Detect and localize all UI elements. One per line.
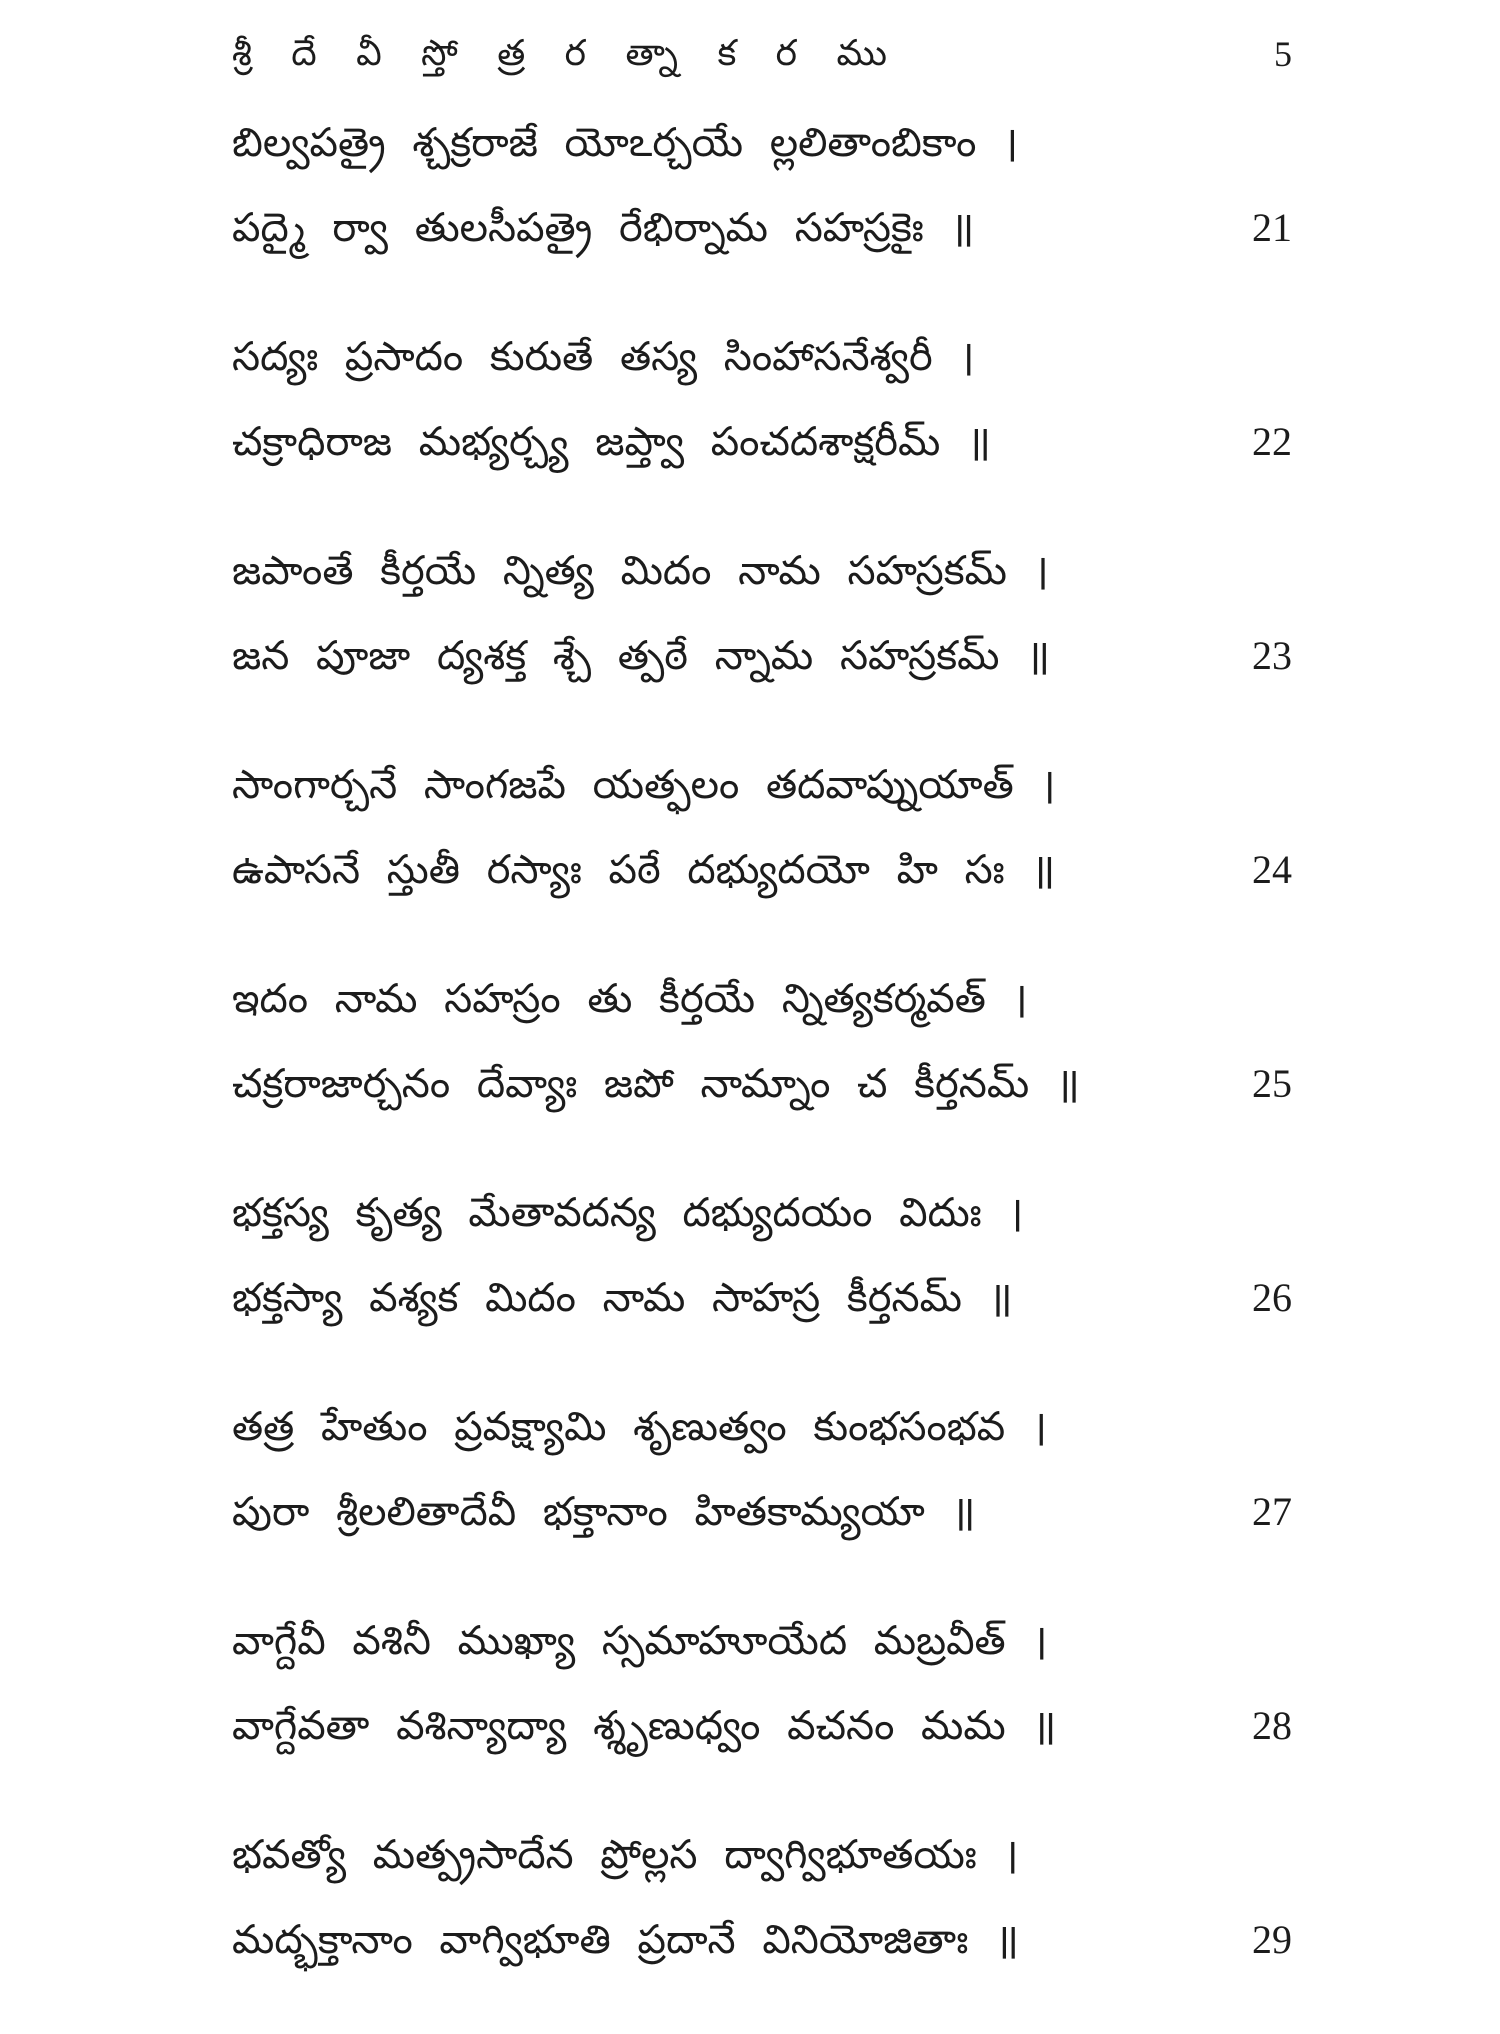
verse-number: 23 (1252, 633, 1292, 678)
verse-line: సద్యః ప్రసాదం కురుతే తస్య సింహాసనేశ్వరీ । (232, 334, 975, 380)
verse-line: చక్రరాజార్చనం దేవ్యాః జపో నామ్నాం చ కీర్తనమ్ ॥ (232, 1061, 1080, 1107)
verse-number: 26 (1252, 1275, 1292, 1320)
verse-number: 24 (1252, 847, 1292, 892)
verse-28 (232, 1606, 1292, 1820)
verse-line: ఉపాసనే స్తుతీ రస్యాః పఠే దభ్యుదయో హి సః ॥ (232, 847, 1056, 893)
verse-line: భవత్యో మత్ప్రసాదేన ప్రోల్లస ద్వాగ్విభూతయః । (232, 1832, 1019, 1878)
verse-21 (232, 108, 1292, 322)
book-title: శ్రీ దే వీ స్తో త్ర ర త్నా క ర ము (232, 33, 902, 74)
verse-line: బిల్వపత్రై శ్చక్రరాజే యోఽర్చయే ల్లలితాంబికాం । (232, 120, 1019, 166)
verse-23 (232, 536, 1292, 750)
verse-number: 25 (1252, 1061, 1292, 1106)
verse-25 (232, 964, 1292, 1178)
verse-number: 27 (1252, 1489, 1292, 1534)
verse-27 (232, 1392, 1292, 1606)
verse-line: మద్భక్తానాం వాగ్విభూతి ప్రదానే వినియోజితాః ॥ (232, 1917, 1020, 1963)
verse-line: సాంగార్చనే సాంగజపే యత్ఫలం తదవాప్నుయాత్ । (232, 762, 1056, 808)
verse-line: భక్తస్యా వశ్యక మిదం నామ సాహస్ర కీర్తనమ్ ॥ (232, 1275, 1013, 1321)
verse-line: జన పూజా ద్యశక్త శ్చే త్పఠే న్నామ సహస్రకమ్ ॥ (232, 633, 1051, 679)
verse-number: 22 (1252, 419, 1292, 464)
verse-line: తత్ర హేతుం ప్రవక్ష్యామి శృణుత్వం కుంభసంభవ । (232, 1404, 1048, 1450)
verse-number: 29 (1252, 1917, 1292, 1962)
verse-26 (232, 1178, 1292, 1392)
verse-number: 28 (1252, 1703, 1292, 1748)
verse-line: భక్తస్య కృత్య మేతావదన్య దభ్యుదయం విదుః । (232, 1190, 1024, 1236)
verse-line: ఇదం నామ సహస్రం తు కీర్తయే న్నిత్యకర్మవత్ । (232, 976, 1028, 1022)
verse-number: 21 (1252, 205, 1292, 250)
verse-29 (232, 1820, 1292, 2034)
verse-line: వాగ్దేవీ వశినీ ముఖ్యా స్సమాహూయేద మబ్రవీత్ । (232, 1618, 1048, 1664)
verse-line: వాగ్దేవతా వశిన్యాద్యా శ్శృణుధ్వం వచనం మమ ॥ (232, 1703, 1057, 1749)
verse-22 (232, 322, 1292, 536)
verse-line: పద్మై ర్వా తులసీపత్రై రేభిర్నామ సహస్రకైః ॥ (232, 205, 975, 251)
page-number: 5 (1274, 34, 1292, 74)
verse-line: చక్రాధిరాజ మభ్యర్చ్య జప్త్వా పంచదశాక్షరీమ్ ॥ (232, 419, 991, 465)
running-header (232, 26, 1292, 82)
verse-list (232, 108, 1292, 2034)
verse-line: జపాంతే కీర్తయే న్నిత్య మిదం నామ సహస్రకమ్ । (232, 548, 1049, 594)
verse-line: పురా శ్రీలలితాదేవీ భక్తానాం హితకామ్యయా ॥ (232, 1489, 976, 1535)
verse-24 (232, 750, 1292, 964)
